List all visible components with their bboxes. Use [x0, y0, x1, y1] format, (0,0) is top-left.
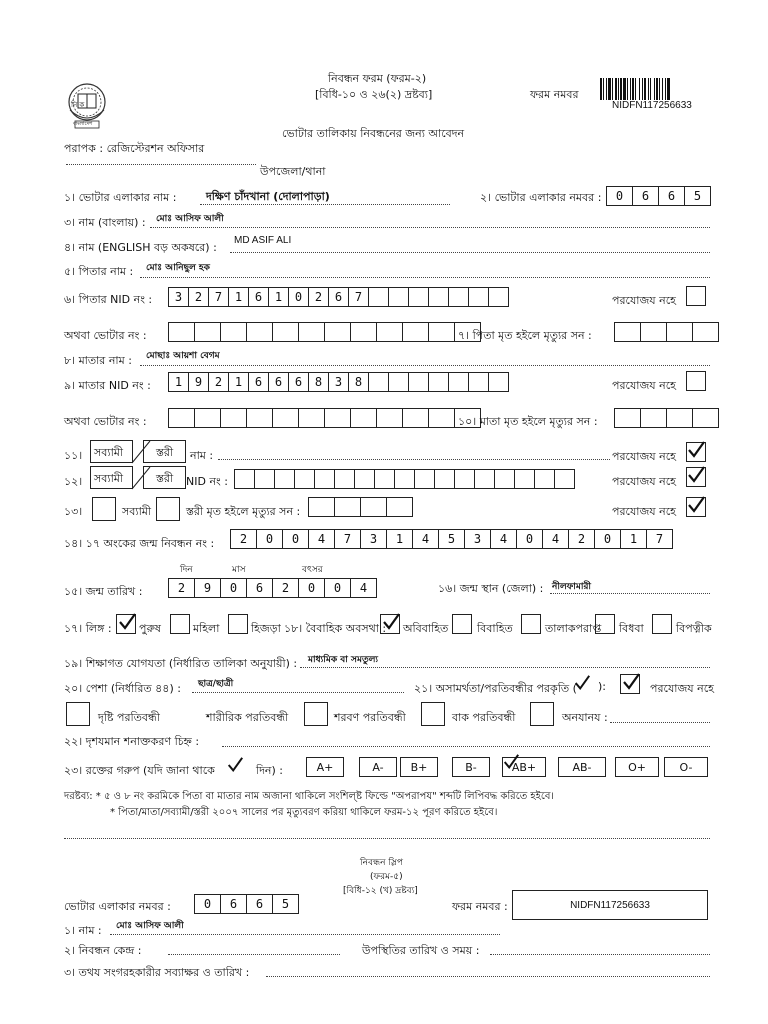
digit-cell [614, 322, 641, 342]
digit-cell: 5 [272, 894, 299, 914]
digit-cell [220, 408, 247, 428]
gender-female-label: মহিলা [193, 622, 220, 635]
dob-day-label: দিন [180, 565, 193, 575]
digit-cell: 5 [438, 529, 465, 549]
digit-cell [414, 469, 435, 489]
slip-rule: [বিধি-১২ (খ) দ্রষ্টব্য] [343, 886, 418, 896]
f4-label: ৪। নাম (ENGLISH বড় অকষরে) : [64, 241, 217, 254]
f21-close-paren: ): [598, 680, 606, 693]
gender-hijra-checkbox[interactable] [228, 614, 248, 634]
digit-cell [388, 372, 409, 392]
f13-wife-checkbox[interactable] [156, 497, 180, 521]
f9-or-voter-label: অথবা ভোটার নং : [64, 415, 147, 428]
digit-cell [294, 469, 315, 489]
f15-label: ১৫। জন্ম তারিখ : [64, 585, 143, 598]
spouse-nid-boxes[interactable] [234, 469, 575, 489]
marital-widow-label: বিধবা [619, 622, 644, 635]
slip-form: (ফরম-৫) [370, 872, 403, 882]
slip-name-value[interactable]: মোঃ আসিফ আলী [116, 921, 184, 931]
slip-collector-label: ৩। তথয সংগরহকারীর সব্যাক্ষর ও তারিখ : [64, 966, 250, 979]
digit-cell: 0 [298, 578, 325, 598]
digit-cell: 7 [348, 287, 369, 307]
digit-cell: 0 [282, 529, 309, 549]
digit-cell: 0 [194, 894, 221, 914]
digit-cell [386, 497, 413, 517]
blood-group-ab-pos[interactable]: AB+ [502, 757, 546, 777]
marital-unmarried-check-mark [381, 612, 401, 632]
marital-unmarried-label: অবিবাহিত [403, 622, 449, 635]
digit-cell [408, 287, 429, 307]
note-line-2: * পিতা/মাতা/সব্যামী/স্তরী ২০০৭ সালের পর মৃত্যুবরণ করিয়া থাকিলে ফরম-১২ পূরণ করিতে হইবে। [110, 807, 498, 818]
blood-group-o-pos[interactable]: O+ [615, 757, 659, 777]
f10-label: ১০। মাতা মৃত হইলে মৃত্যুর সন : [458, 415, 598, 428]
f12-husband-label: সব্যামী [94, 472, 124, 485]
blood-group-ab-neg[interactable]: AB- [558, 757, 606, 777]
blood-group-o-neg[interactable]: O- [664, 757, 708, 777]
digit-cell [376, 408, 403, 428]
digit-cell [272, 408, 299, 428]
digit-cell: 4 [308, 529, 335, 549]
f23-close: দিন) : [256, 764, 283, 777]
digit-cell [474, 469, 495, 489]
f8-label: ৮। মাতার নাম : [64, 354, 132, 367]
digit-cell: 1 [168, 372, 189, 392]
digit-cell [168, 408, 195, 428]
digit-cell [272, 322, 299, 342]
digit-cell: 4 [490, 529, 517, 549]
f21-check-mark [573, 674, 591, 692]
digit-cell: 2 [272, 578, 299, 598]
digit-cell: 3 [328, 372, 349, 392]
digit-cell [402, 408, 429, 428]
digit-cell [274, 469, 295, 489]
f6-or-voter-label: অথবা ভোটার নং : [64, 329, 147, 342]
digit-cell [350, 408, 377, 428]
digit-cell: 7 [646, 529, 673, 549]
digit-cell [494, 469, 515, 489]
disability-physical-label: শারীরিক পরতিবন্ধী [206, 711, 289, 724]
blood-group-b-pos[interactable]: B+ [400, 757, 438, 777]
f16-label: ১৬। জন্ম স্থান (জেলা) : [438, 582, 544, 595]
digit-cell: 6 [248, 287, 269, 307]
f13-not-applicable-label: পরযোজয নহে [612, 505, 676, 518]
digit-cell: 7 [208, 287, 229, 307]
digit-cell [314, 469, 335, 489]
marital-married-checkbox[interactable] [452, 614, 472, 634]
digit-cell [374, 469, 395, 489]
digit-cell: 6 [268, 372, 289, 392]
digit-cell: 6 [632, 186, 659, 206]
disability-hearing-label: শরবণ পরতিবন্ধী [334, 711, 406, 724]
disability-other-checkbox[interactable] [530, 702, 554, 726]
digit-cell [428, 408, 455, 428]
digit-cell [168, 322, 195, 342]
digit-cell: 1 [386, 529, 413, 549]
disability-speech-label: বাক পরতিবন্ধী [452, 711, 516, 724]
occupation-value[interactable]: ছাত্র/ছাত্রী [198, 679, 234, 689]
f6-label: ৬। পিতার NID নং : [64, 293, 153, 306]
digit-cell [514, 469, 535, 489]
digit-cell [488, 372, 509, 392]
digit-cell [666, 408, 693, 428]
digit-cell [428, 287, 449, 307]
marital-widower-label: বিপত্নীক [676, 622, 712, 635]
slip-title: নিবন্ধন স্লিপ [360, 858, 403, 868]
disability-not-applicable-check-mark [621, 672, 641, 692]
seal-text: বাংলাদেশ [73, 121, 93, 127]
f11-label: ১১। [64, 449, 83, 462]
f12-label: ১২। [64, 475, 83, 488]
date-of-birth-boxes[interactable] [168, 578, 377, 598]
form-subtitle: [বিধি-১০ ও ২৬(২) দ্রষ্টব্য] [315, 88, 433, 101]
f18-label: ১৮। বৈবাহিক অবসথা : [284, 622, 387, 635]
recipient-line: পরাপক : রেজিস্টেরশন অফিসার [64, 142, 205, 155]
digit-cell [454, 469, 475, 489]
digit-cell: 6 [328, 287, 349, 307]
digit-cell: 3 [464, 529, 491, 549]
digit-cell: 4 [412, 529, 439, 549]
digit-cell: 6 [288, 372, 309, 392]
digit-cell: 0 [606, 186, 633, 206]
digit-cell: 1 [228, 372, 249, 392]
digit-cell: 2 [308, 287, 329, 307]
f21-label: ২১। অসামর্থতা/পরতিবন্ধীর পরকৃতি ( [414, 682, 577, 695]
digit-cell [434, 469, 455, 489]
digit-cell [376, 322, 403, 342]
f1-label: ১। ভোটার এলাকার নাম : [64, 191, 177, 204]
dob-month-label: মাস [232, 565, 246, 575]
digit-cell: 2 [168, 578, 195, 598]
f13-text: স্তরী মৃত হইলে মৃত্যুর সন : [186, 505, 301, 518]
f22-label: ২২। দৃশযমান শনাক্তকরণ চিহ্ন : [64, 735, 200, 748]
digit-cell [692, 322, 719, 342]
f13-husband-checkbox[interactable] [92, 497, 116, 521]
mother-voter-no-boxes[interactable] [168, 408, 481, 428]
digit-cell: 1 [620, 529, 647, 549]
form-title: নিবন্ধন ফরম (ফরম-২) [328, 72, 427, 85]
gender-male-check-mark [117, 612, 137, 632]
slip-form-no-label: ফরম নমবর : [452, 900, 508, 913]
digit-cell: 0 [516, 529, 543, 549]
f12-nid-label: NID নং : [186, 475, 228, 488]
digit-cell [408, 372, 429, 392]
digit-cell: 0 [256, 529, 283, 549]
disability-sight-checkbox[interactable] [66, 702, 90, 726]
digit-cell [298, 408, 325, 428]
digit-cell: 2 [208, 372, 229, 392]
marital-divorced-checkbox[interactable] [521, 614, 541, 634]
digit-cell: 4 [542, 529, 569, 549]
f5-label: ৫। পিতার নাম : [64, 265, 134, 278]
digit-cell [388, 287, 409, 307]
digit-cell: 9 [188, 372, 209, 392]
digit-cell: 1 [268, 287, 289, 307]
disability-other-label: অনযানয : [562, 711, 608, 724]
f12-not-applicable-label: পরযোজয নহে [612, 475, 676, 488]
digit-cell: 0 [288, 287, 309, 307]
disability-sight-label: দৃষ্টি পরতিবন্ধী [98, 711, 160, 724]
digit-cell: 7 [334, 529, 361, 549]
digit-cell [246, 322, 273, 342]
digit-cell [350, 322, 377, 342]
digit-cell [692, 408, 719, 428]
digit-cell: 4 [350, 578, 377, 598]
digit-cell [368, 287, 389, 307]
gender-hijra-label: হিজড়া [251, 622, 281, 635]
f13-check-mark [686, 495, 706, 515]
digit-cell: 6 [248, 372, 269, 392]
f11-check-mark [686, 440, 706, 460]
digit-cell [468, 287, 489, 307]
name-bangla-value[interactable]: মোঃ আসিফ আলী [156, 214, 224, 224]
f7-label: ৭। পিতা মৃত হইলে মৃত্যুর সন : [458, 329, 592, 342]
blood-group-b-neg[interactable]: B- [452, 757, 490, 777]
f6-not-applicable-label: পরযোজয নহে [612, 294, 676, 307]
birth-registration-boxes[interactable] [230, 529, 673, 549]
f23-check-mark [226, 756, 244, 774]
f9-not-applicable-checkbox[interactable] [686, 371, 706, 391]
f13-husband-label: সব্যামী [122, 505, 152, 518]
barcode-number: NIDFN117256633 [612, 100, 692, 111]
blood-group-a-pos[interactable]: A+ [306, 757, 344, 777]
digit-cell [220, 322, 247, 342]
f13-label: ১৩। [64, 505, 83, 518]
father-voter-no-boxes[interactable] [168, 322, 481, 342]
slip-area-number-boxes[interactable] [194, 894, 299, 914]
digit-cell [368, 372, 389, 392]
digit-cell: 3 [360, 529, 387, 549]
disability-hearing-checkbox[interactable] [304, 702, 328, 726]
digit-cell: 9 [194, 578, 221, 598]
digit-cell [354, 469, 375, 489]
digit-cell [534, 469, 555, 489]
father-name-value[interactable]: মোঃ আনিছুল হক [146, 263, 210, 273]
digit-cell: 0 [324, 578, 351, 598]
digit-cell [554, 469, 575, 489]
digit-cell [234, 469, 255, 489]
father-nid-boxes[interactable] [168, 287, 509, 307]
application-title: ভোটার তালিকায় নিবন্ধনের জন্য আবেদন [282, 127, 465, 140]
name-english-value[interactable]: MD ASIF ALI [234, 235, 292, 246]
digit-cell [194, 408, 221, 428]
digit-cell [334, 469, 355, 489]
digit-cell: 8 [308, 372, 329, 392]
digit-cell [428, 372, 449, 392]
digit-cell [468, 372, 489, 392]
dob-year-label: বৎসর [302, 565, 323, 575]
f9-label: ৯। মাতার NID নং : [64, 379, 151, 392]
digit-cell [324, 322, 351, 342]
digit-cell: 0 [220, 578, 247, 598]
digit-cell [360, 497, 387, 517]
digit-cell: 6 [246, 894, 273, 914]
digit-cell [640, 322, 667, 342]
f14-label: ১৪। ১৭ অংকের জন্ম নিবন্ধন নং : [64, 537, 215, 550]
gender-male-label: পুরুষ [139, 622, 161, 635]
f11-not-applicable-label: পরযোজয নহে [612, 450, 676, 463]
f9-not-applicable-label: পরযোজয নহে [612, 379, 676, 392]
slip-attendance-label: উপস্থিতির তারিখ ও সময় : [362, 944, 480, 957]
slip-form-number-value[interactable]: NIDFN117256633 [512, 890, 708, 920]
digit-cell [394, 469, 415, 489]
digit-cell [298, 322, 325, 342]
digit-cell [428, 322, 455, 342]
f2-label: ২। ভোটার এলাকার নমবর : [480, 191, 602, 204]
f11-name-label: নাম : [190, 449, 214, 462]
marital-widower-checkbox[interactable] [652, 614, 672, 634]
digit-cell [334, 497, 361, 517]
digit-cell [402, 322, 429, 342]
slip-name-label: ১। নাম : [64, 924, 102, 937]
upazila-label: উপজেলা/থানা [260, 165, 326, 178]
digit-cell: 5 [684, 186, 711, 206]
digit-cell [488, 287, 509, 307]
digit-cell [194, 322, 221, 342]
digit-cell [448, 287, 469, 307]
digit-cell: 2 [188, 287, 209, 307]
disability-speech-checkbox[interactable] [421, 702, 445, 726]
mother-name-value[interactable]: মোছাঃ আয়শা বেগম [146, 351, 220, 361]
digit-cell [308, 497, 335, 517]
f3-label: ৩। নাম (বাংলায়) : [64, 216, 146, 229]
voter-area-number-boxes[interactable] [606, 186, 711, 206]
voter-area-name[interactable]: দক্ষিণ চাঁদখানা (দোলাপাড়া) [206, 190, 330, 203]
digit-cell [254, 469, 275, 489]
mother-nid-boxes[interactable] [168, 372, 509, 392]
digit-cell [666, 322, 693, 342]
digit-cell: 6 [220, 894, 247, 914]
form-number-label: ফরম নমবর [530, 88, 579, 101]
f21-not-applicable-label: পরযোজয নহে [650, 682, 714, 695]
f11-wife-label: স্তরী [156, 446, 174, 459]
digit-cell: 6 [658, 186, 685, 206]
mother-death-year-boxes[interactable] [614, 408, 719, 428]
f20-label: ২০। পেশা (নির্ধারিত ৪৪) : [64, 682, 181, 695]
f17-label: ১৭। লিঙ্গ : [64, 622, 112, 635]
digit-cell [246, 408, 273, 428]
digit-cell [614, 408, 641, 428]
f12-wife-label: স্তরী [156, 472, 174, 485]
digit-cell: 0 [594, 529, 621, 549]
slip-center-label: ২। নিবন্ধন কেন্দ্র : [64, 944, 142, 957]
digit-cell: 6 [246, 578, 273, 598]
seal-letters: নি ক [71, 101, 85, 109]
digit-cell: 3 [168, 287, 189, 307]
birth-district-value[interactable]: নীলফামারী [552, 582, 591, 592]
f23-label: ২৩। রক্তের গরুপ (যদি জানা থাকে [64, 764, 215, 777]
marital-married-label: বিবাহিত [477, 622, 513, 635]
digit-cell: 1 [228, 287, 249, 307]
f19-label: ১৯। শিক্ষাগত যোগযতা (নির্ধারিত তালিকা অনুযায়ী) : [64, 657, 298, 670]
digit-cell [640, 408, 667, 428]
marital-divorced-label: তালাকপরাপ্ত [545, 622, 602, 635]
barcode [599, 78, 715, 100]
blood-group-a-neg[interactable]: A- [359, 757, 397, 777]
slip-area-no-label: ভোটার এলাকার নমবর : [64, 900, 171, 913]
digit-cell [324, 408, 351, 428]
digit-cell: 2 [230, 529, 257, 549]
gender-female-checkbox[interactable] [170, 614, 190, 634]
digit-cell [448, 372, 469, 392]
blood-group-check-mark [502, 752, 520, 772]
father-death-year-boxes[interactable] [614, 322, 719, 342]
f6-not-applicable-checkbox[interactable] [686, 286, 706, 306]
spouse-death-year-boxes[interactable] [308, 497, 413, 517]
education-value[interactable]: মাধ্যমিক বা সমতুল্য [308, 655, 379, 665]
f12-check-mark [686, 465, 706, 485]
note-line-1: দরষ্টব্য: * ৫ ও ৮ নং করমিকে পিতা বা মাতার নাম অজানা থাকিলে সংশিল্ষ্ট ফিল্ডে "অপরাপয" শব্দটি লিপিবদ্ধ করিতে হইবে। [64, 791, 555, 802]
f11-husband-label: সব্যামী [94, 446, 124, 459]
marital-widow-checkbox[interactable] [595, 614, 615, 634]
digit-cell: 8 [348, 372, 369, 392]
digit-cell: 2 [568, 529, 595, 549]
